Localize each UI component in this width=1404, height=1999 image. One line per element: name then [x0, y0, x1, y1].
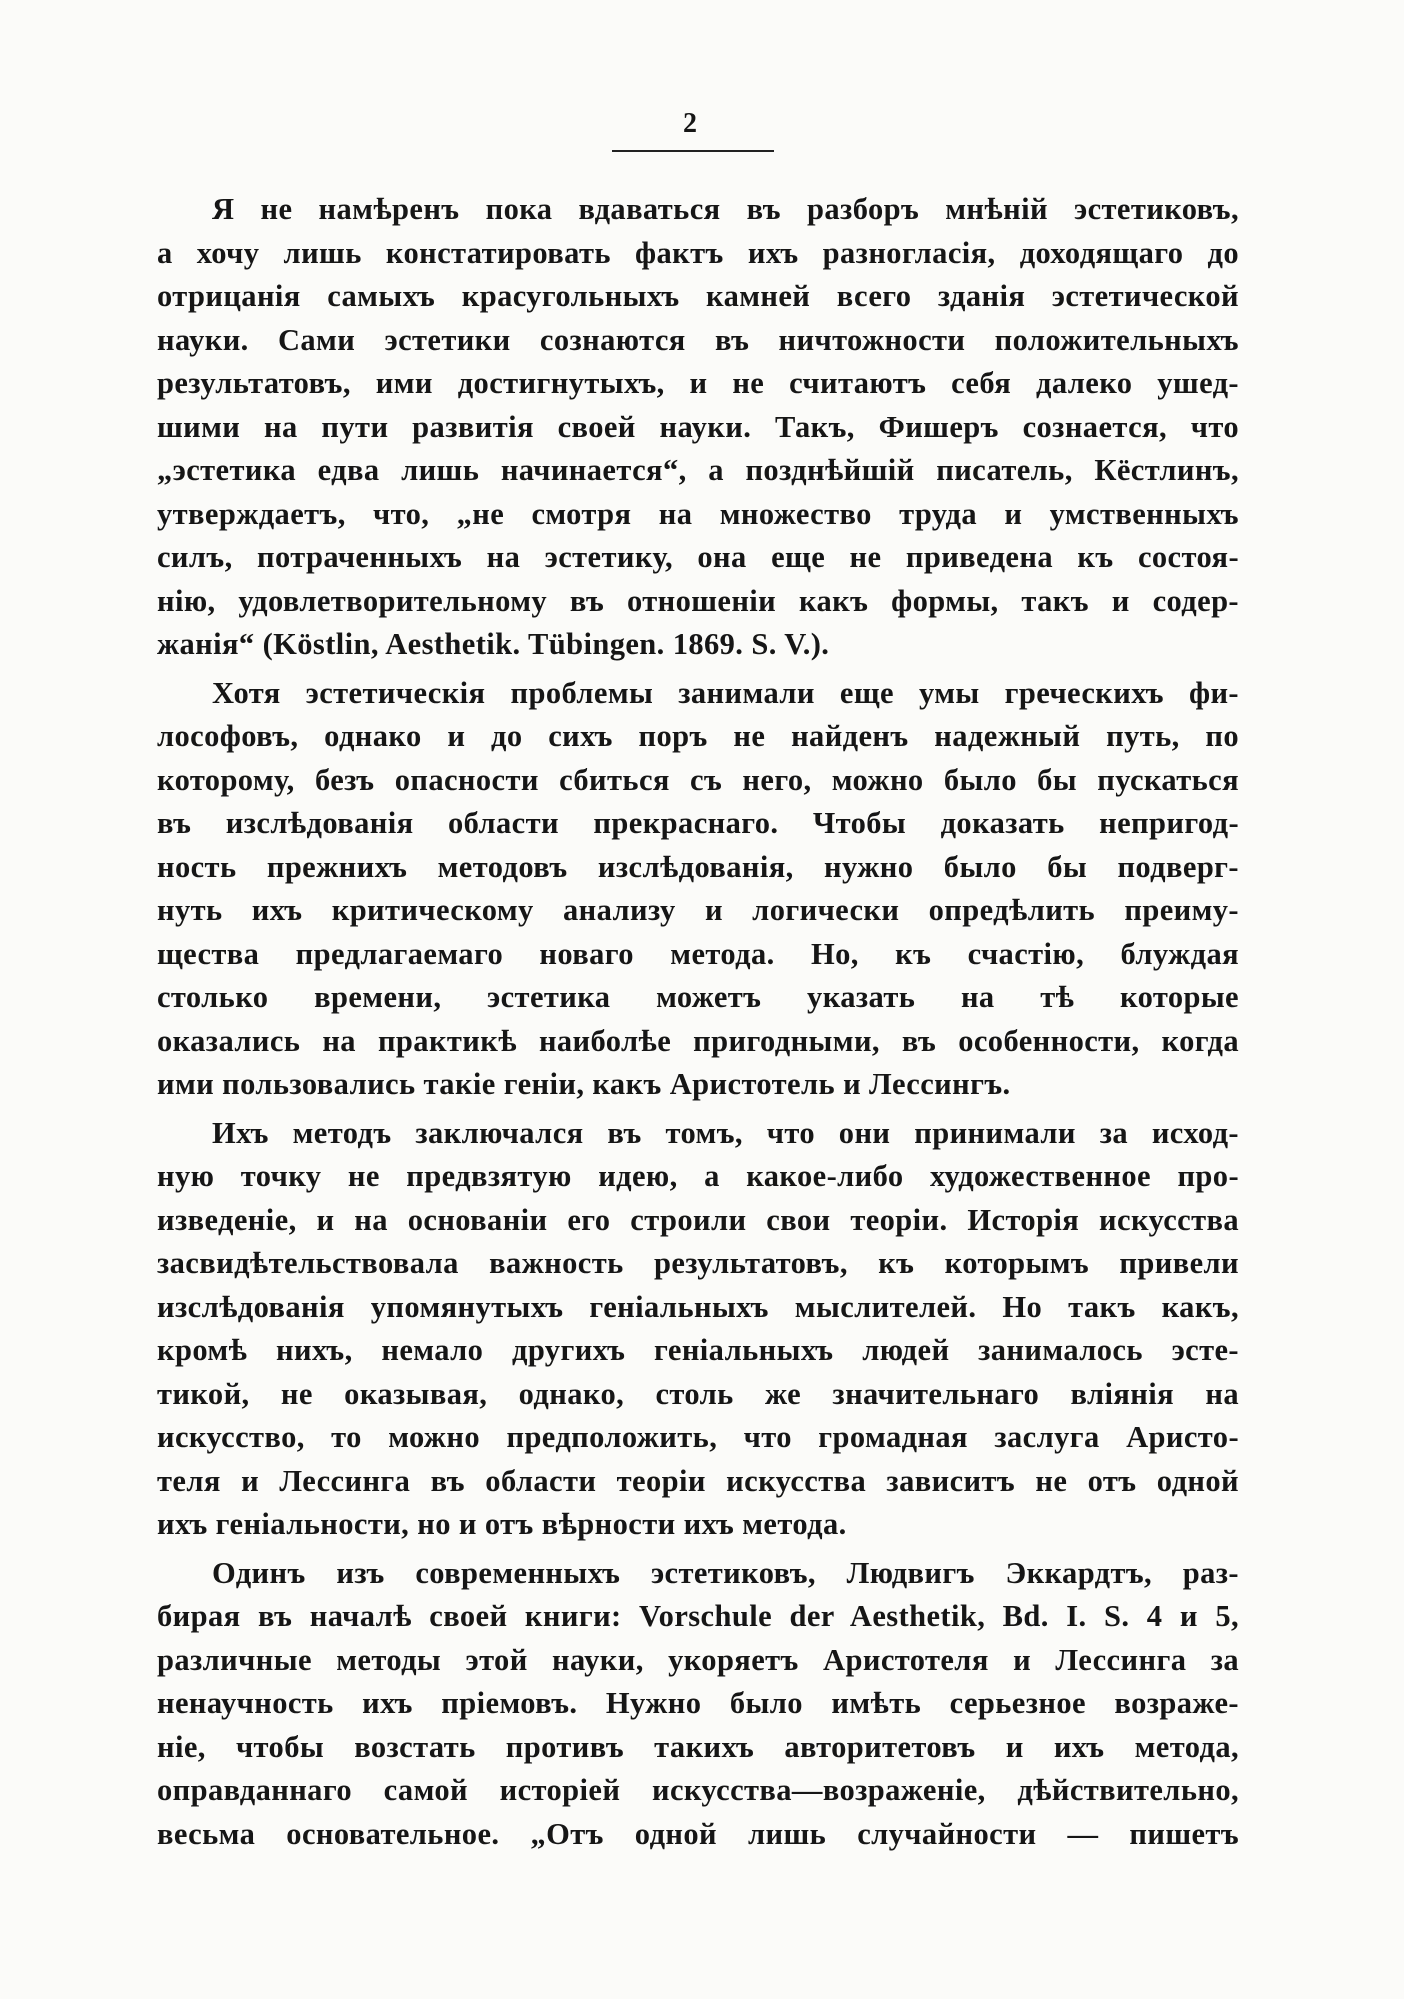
paragraph-2 — [157, 672, 1239, 1107]
text-line: „эстетика едва лишь начинается“, а позднѣйшій писатель, Кёстлинъ, — [157, 453, 1239, 487]
text-line: ніе, чтобы возстать противъ такихъ авторитетовъ и ихъ метода, — [157, 1729, 1239, 1764]
text-line: ненаучность ихъ пріемовъ. Нужно было имѣть серьезное возраже- — [157, 1686, 1239, 1720]
text-line: изслѣдованія упомянутыхъ геніальныхъ мыслителей. Но такъ какъ, — [157, 1289, 1239, 1324]
text-line: изведеніе, и на основаніи его строили свои теоріи. Исторія искусства — [157, 1202, 1239, 1237]
text-line: Хотя эстетическія проблемы занимали еще умы греческихъ фи- — [212, 675, 1239, 710]
text-line: отрицанія самыхъ красугольныхъ камней всего зданія эстетической — [157, 279, 1239, 313]
text-line: искусство, то можно предположить, что громадная заслуга Аристо- — [157, 1420, 1239, 1454]
paragraph-3 — [157, 1112, 1239, 1547]
text-line: ими пользовались такіе геніи, какъ Аристотель и Лессингъ. — [157, 1067, 1011, 1101]
text-line: нуть ихъ критическому анализу и логически опредѣлить преиму- — [157, 893, 1239, 927]
text-line: а хочу лишь констатировать фактъ ихъ разногласія, доходящаго до — [157, 235, 1239, 270]
text-line: бирая въ началѣ своей книги: Vorschule der Aesthetik, Bd. I. S. 4 и 5, — [157, 1599, 1239, 1633]
text-line: которому, безъ опасности сбиться съ него, можно было бы пускаться — [157, 762, 1239, 797]
text-line: въ изслѣдованія области прекраснаго. Чтобы доказать непригод- — [157, 806, 1239, 840]
text-line: щества предлагаемаго новаго метода. Но, къ счастію, блуждая — [157, 936, 1239, 971]
page-number-rule — [612, 150, 774, 152]
text-line: кромѣ нихъ, немало другихъ геніальныхъ людей занималось эсте- — [157, 1333, 1239, 1367]
body-text — [157, 188, 1239, 1861]
text-line: Одинъ изъ современныхъ эстетиковъ, Людвигъ Эккардтъ, раз- — [212, 1555, 1239, 1590]
text-line: ихъ геніальности, но и отъ вѣрности ихъ метода. — [157, 1507, 847, 1541]
text-line: весьма основательное. „Отъ одной лишь случайности — пишетъ — [157, 1816, 1239, 1851]
text-line: оправданнаго самой исторіей искусства—возраженіе, дѣйствительно, — [157, 1773, 1239, 1807]
paragraph-4 — [157, 1552, 1239, 1857]
text-line: тикой, не оказывая, однако, столь же значительнаго вліянія на — [157, 1376, 1239, 1411]
text-line: засвидѣтельствовала важность результатовъ, къ которымъ привели — [157, 1246, 1239, 1280]
text-line: нію, удовлетворительному въ отношеніи какъ формы, такъ и содер- — [157, 583, 1239, 618]
text-line: Ихъ методъ заключался въ томъ, что они принимали за исход- — [212, 1115, 1239, 1150]
text-line: шими на пути развитія своей науки. Такъ, Фишеръ сознается, что — [157, 409, 1239, 444]
text-line: столько времени, эстетика можетъ указать на тѣ которые — [157, 980, 1239, 1014]
text-line: ность прежнихъ методовъ изслѣдованія, нужно было бы подверг- — [157, 849, 1239, 884]
text-line: лософовъ, однако и до сихъ поръ не найденъ надежный путь, по — [157, 719, 1239, 753]
text-line: различные методы этой науки, укоряетъ Аристотеля и Лессинга за — [157, 1642, 1239, 1677]
paragraph-1 — [157, 188, 1239, 667]
page-number: 2 — [683, 108, 697, 139]
text-line: утверждаетъ, что, „не смотря на множество труда и умственныхъ — [157, 496, 1239, 531]
text-line: науки. Сами эстетики сознаются въ ничтожности положительныхъ — [157, 322, 1239, 357]
text-line: оказались на практикѣ наиболѣе пригодными, въ особенности, когда — [157, 1023, 1239, 1058]
text-line: Я не намѣренъ пока вдаваться въ разборъ мнѣній эстетиковъ, — [212, 192, 1239, 226]
text-line: жанія“ (Köstlin, Aesthetik. Tübingen. 1869. S. V.). — [157, 627, 830, 661]
text-line: ную точку не предвзятую идею, а какое-либо художественное про- — [157, 1159, 1239, 1193]
text-line: результатовъ, ими достигнутыхъ, и не считаютъ себя далеко ушед- — [157, 366, 1239, 400]
text-line: силъ, потраченныхъ на эстетику, она еще не приведена къ состоя- — [157, 540, 1239, 574]
text-line: теля и Лессинга въ области теоріи искусства зависитъ не отъ одной — [157, 1463, 1239, 1498]
